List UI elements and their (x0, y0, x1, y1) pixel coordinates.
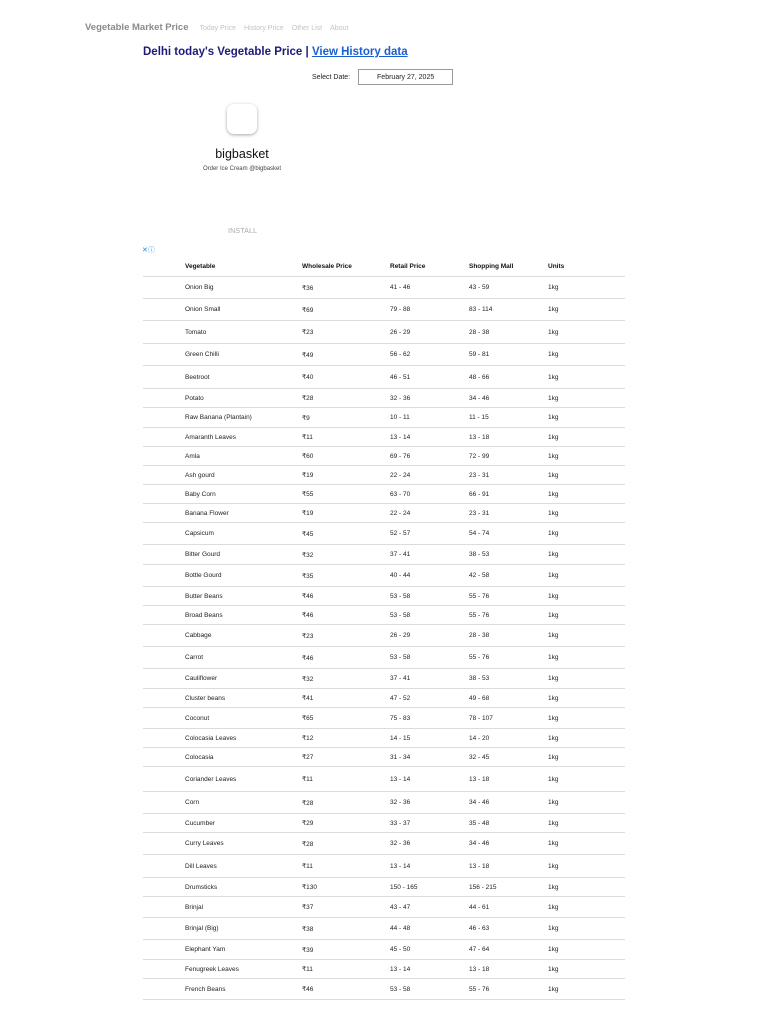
cell-units: 1kg (548, 504, 625, 523)
row-spacer (143, 545, 185, 565)
cell-units: 1kg (548, 918, 625, 940)
cell-units: 1kg (548, 689, 625, 708)
row-spacer (143, 748, 185, 767)
cell-vegetable: Baby Corn (185, 485, 302, 504)
table-row (143, 587, 625, 606)
column-header-retail: Retail Price (390, 256, 469, 277)
cell-units: 1kg (548, 748, 625, 767)
cell-mall: 38 - 53 (469, 669, 548, 689)
cell-retail: 150 - 165 (390, 878, 469, 897)
table-row (143, 979, 625, 1000)
cell-retail: 75 - 83 (390, 708, 469, 729)
table-row (143, 565, 625, 587)
cell-units: 1kg (548, 625, 625, 647)
row-spacer (143, 767, 185, 792)
cell-vegetable: Cabbage (185, 625, 302, 647)
cell-units: 1kg (548, 833, 625, 855)
cell-wholesale: ₹32 (302, 669, 390, 689)
row-spacer (143, 960, 185, 979)
cell-vegetable: Coconut (185, 708, 302, 729)
cell-units: 1kg (548, 814, 625, 833)
table-row (143, 447, 625, 466)
cell-wholesale: ₹27 (302, 748, 390, 767)
table-row (143, 277, 625, 299)
row-spacer (143, 485, 185, 504)
cell-vegetable: Bottle Gourd (185, 565, 302, 587)
table-row (143, 689, 625, 708)
cell-retail: 41 - 46 (390, 277, 469, 299)
cell-units: 1kg (548, 669, 625, 689)
cell-retail: 56 - 62 (390, 344, 469, 366)
row-spacer (143, 792, 185, 814)
cell-mall: 43 - 59 (469, 277, 548, 299)
cell-retail: 31 - 34 (390, 748, 469, 767)
row-spacer (143, 833, 185, 855)
table-row (143, 669, 625, 689)
cell-vegetable: Potato (185, 389, 302, 408)
cell-wholesale: ₹46 (302, 606, 390, 625)
cell-vegetable: French Beans (185, 979, 302, 1000)
ad-app-name: bigbasket (215, 147, 269, 161)
cell-vegetable: Cauliflower (185, 669, 302, 689)
cell-retail: 37 - 41 (390, 545, 469, 565)
cell-wholesale: ₹55 (302, 485, 390, 504)
cell-units: 1kg (548, 878, 625, 897)
row-spacer (143, 321, 185, 344)
top-nav (85, 22, 356, 33)
cell-vegetable: Corn (185, 792, 302, 814)
cell-wholesale: ₹23 (302, 321, 390, 344)
cell-mall: 13 - 18 (469, 855, 548, 878)
nav-other-list[interactable]: Other List (291, 25, 323, 32)
page-title-text: Delhi today's Vegetable Price (143, 46, 303, 58)
cell-retail: 53 - 58 (390, 606, 469, 625)
cell-retail: 45 - 50 (390, 940, 469, 960)
cell-units: 1kg (548, 647, 625, 669)
header-spacer (143, 256, 185, 277)
cell-vegetable: Tomato (185, 321, 302, 344)
row-spacer (143, 408, 185, 428)
cell-vegetable: Broad Beans (185, 606, 302, 625)
cell-vegetable: Onion Big (185, 277, 302, 299)
cell-retail: 32 - 36 (390, 792, 469, 814)
cell-retail: 33 - 37 (390, 814, 469, 833)
site-brand[interactable]: Vegetable Market Price (85, 22, 189, 33)
row-spacer (143, 689, 185, 708)
cell-vegetable: Brinjal (Big) (185, 918, 302, 940)
cell-wholesale: ₹12 (302, 729, 390, 748)
cell-vegetable: Amla (185, 447, 302, 466)
cell-wholesale: ₹11 (302, 960, 390, 979)
cell-wholesale: ₹38 (302, 918, 390, 940)
cell-units: 1kg (548, 855, 625, 878)
cell-wholesale: ₹36 (302, 277, 390, 299)
cell-wholesale: ₹28 (302, 833, 390, 855)
cell-mall: 78 - 107 (469, 708, 548, 729)
table-row (143, 767, 625, 792)
column-header-units: Units (548, 256, 625, 277)
table-row (143, 485, 625, 504)
cell-wholesale: ₹28 (302, 389, 390, 408)
cell-mall: 34 - 46 (469, 792, 548, 814)
cell-vegetable: Curry Leaves (185, 833, 302, 855)
cell-mall: 32 - 45 (469, 748, 548, 767)
column-header-wholesale: Wholesale Price (302, 256, 390, 277)
cell-vegetable: Dill Leaves (185, 855, 302, 878)
price-table (143, 256, 625, 1000)
column-header-mall: Shopping Mall (469, 256, 548, 277)
cell-mall: 47 - 64 (469, 940, 548, 960)
row-spacer (143, 447, 185, 466)
table-row (143, 428, 625, 447)
cell-retail: 32 - 36 (390, 389, 469, 408)
cell-retail: 37 - 41 (390, 669, 469, 689)
table-row (143, 792, 625, 814)
table-row (143, 918, 625, 940)
cell-units: 1kg (548, 708, 625, 729)
cell-units: 1kg (548, 940, 625, 960)
cell-wholesale: ₹11 (302, 767, 390, 792)
cell-mall: 13 - 18 (469, 767, 548, 792)
cell-units: 1kg (548, 428, 625, 447)
cell-vegetable: Cucumber (185, 814, 302, 833)
cell-vegetable: Butter Beans (185, 587, 302, 606)
cell-units: 1kg (548, 729, 625, 748)
row-spacer (143, 940, 185, 960)
cell-retail: 26 - 29 (390, 625, 469, 647)
row-spacer (143, 299, 185, 321)
row-spacer (143, 466, 185, 485)
cell-wholesale: ₹29 (302, 814, 390, 833)
cell-wholesale: ₹65 (302, 708, 390, 729)
cell-wholesale: ₹11 (302, 428, 390, 447)
row-spacer (143, 729, 185, 748)
cell-wholesale: ₹28 (302, 792, 390, 814)
table-row (143, 389, 625, 408)
cell-units: 1kg (548, 366, 625, 389)
cell-mall: 14 - 20 (469, 729, 548, 748)
cell-mall: 49 - 68 (469, 689, 548, 708)
table-row (143, 878, 625, 897)
cell-vegetable: Onion Small (185, 299, 302, 321)
view-history-link[interactable]: View History data (311, 46, 408, 58)
cell-units: 1kg (548, 321, 625, 344)
cell-units: 1kg (548, 767, 625, 792)
cell-retail: 53 - 58 (390, 979, 469, 1000)
cell-vegetable: Carrot (185, 647, 302, 669)
cell-mall: 55 - 76 (469, 647, 548, 669)
table-row (143, 855, 625, 878)
cell-retail: 63 - 70 (390, 485, 469, 504)
cell-units: 1kg (548, 587, 625, 606)
ad-install-button[interactable]: INSTALL (228, 228, 258, 235)
cell-wholesale: ₹46 (302, 979, 390, 1000)
row-spacer (143, 979, 185, 1000)
date-input[interactable]: February 27, 2025 (358, 69, 453, 85)
row-spacer (143, 366, 185, 389)
cell-retail: 22 - 24 (390, 504, 469, 523)
cell-wholesale: ₹69 (302, 299, 390, 321)
cell-units: 1kg (548, 277, 625, 299)
cell-units: 1kg (548, 792, 625, 814)
cell-vegetable: Green Chilli (185, 344, 302, 366)
cell-vegetable: Drumsticks (185, 878, 302, 897)
ad-banner[interactable] (188, 104, 296, 172)
cell-units: 1kg (548, 466, 625, 485)
ad-choices-icon[interactable]: ✕ⓘ (142, 247, 155, 254)
cell-units: 1kg (548, 485, 625, 504)
cell-retail: 10 - 11 (390, 408, 469, 428)
cell-vegetable: Colocasia (185, 748, 302, 767)
cell-retail: 13 - 14 (390, 767, 469, 792)
cell-wholesale: ₹19 (302, 504, 390, 523)
cell-mall: 59 - 81 (469, 344, 548, 366)
cell-wholesale: ₹32 (302, 545, 390, 565)
row-spacer (143, 389, 185, 408)
table-row (143, 960, 625, 979)
cell-vegetable: Coriander Leaves (185, 767, 302, 792)
cell-units: 1kg (548, 344, 625, 366)
table-row (143, 833, 625, 855)
cell-mall: 34 - 46 (469, 833, 548, 855)
cell-vegetable: Bitter Gourd (185, 545, 302, 565)
cell-wholesale: ₹130 (302, 878, 390, 897)
cell-mall: 13 - 18 (469, 960, 548, 979)
table-row (143, 606, 625, 625)
table-row (143, 940, 625, 960)
cell-wholesale: ₹39 (302, 940, 390, 960)
nav-history-price[interactable]: History Price (244, 25, 284, 32)
cell-units: 1kg (548, 979, 625, 1000)
cell-retail: 13 - 14 (390, 855, 469, 878)
table-row (143, 814, 625, 833)
price-table-body (143, 277, 625, 1000)
cell-mall: 23 - 31 (469, 466, 548, 485)
cell-units: 1kg (548, 606, 625, 625)
table-row (143, 708, 625, 729)
nav-today-price[interactable]: Today Price (199, 25, 237, 32)
cell-retail: 13 - 14 (390, 960, 469, 979)
table-row (143, 625, 625, 647)
cell-mall: 54 - 74 (469, 523, 548, 545)
row-spacer (143, 918, 185, 940)
cell-vegetable: Capsicum (185, 523, 302, 545)
row-spacer (143, 878, 185, 897)
cell-retail: 52 - 57 (390, 523, 469, 545)
cell-wholesale: ₹40 (302, 366, 390, 389)
cell-wholesale: ₹19 (302, 466, 390, 485)
cell-vegetable: Fenugreek Leaves (185, 960, 302, 979)
table-row (143, 748, 625, 767)
row-spacer (143, 855, 185, 878)
table-row (143, 729, 625, 748)
row-spacer (143, 647, 185, 669)
cell-mall: 46 - 63 (469, 918, 548, 940)
cell-mall: 55 - 76 (469, 606, 548, 625)
cell-wholesale: ₹11 (302, 855, 390, 878)
row-spacer (143, 897, 185, 918)
table-row (143, 366, 625, 389)
cell-units: 1kg (548, 299, 625, 321)
table-row (143, 504, 625, 523)
cell-mall: 55 - 76 (469, 979, 548, 1000)
cell-units: 1kg (548, 897, 625, 918)
cell-mall: 28 - 38 (469, 625, 548, 647)
cell-wholesale: ₹46 (302, 647, 390, 669)
cell-retail: 14 - 15 (390, 729, 469, 748)
cell-wholesale: ₹46 (302, 587, 390, 606)
cell-retail: 46 - 51 (390, 366, 469, 389)
cell-mall: 156 - 215 (469, 878, 548, 897)
table-row (143, 408, 625, 428)
row-spacer (143, 277, 185, 299)
column-header-vegetable: Vegetable (185, 256, 302, 277)
cell-retail: 69 - 76 (390, 447, 469, 466)
date-selector (312, 69, 453, 85)
cell-units: 1kg (548, 960, 625, 979)
row-spacer (143, 625, 185, 647)
cell-units: 1kg (548, 523, 625, 545)
table-row (143, 321, 625, 344)
cell-mall: 72 - 99 (469, 447, 548, 466)
row-spacer (143, 428, 185, 447)
cell-vegetable: Ash gourd (185, 466, 302, 485)
row-spacer (143, 523, 185, 545)
cell-units: 1kg (548, 545, 625, 565)
page-title (143, 46, 408, 58)
cell-vegetable: Banana Flower (185, 504, 302, 523)
cell-wholesale: ₹45 (302, 523, 390, 545)
cell-mall: 38 - 53 (469, 545, 548, 565)
table-row (143, 897, 625, 918)
cell-wholesale: ₹9 (302, 408, 390, 428)
cell-wholesale: ₹41 (302, 689, 390, 708)
title-separator: | (302, 46, 312, 58)
cell-vegetable: Amaranth Leaves (185, 428, 302, 447)
row-spacer (143, 587, 185, 606)
row-spacer (143, 814, 185, 833)
table-row (143, 523, 625, 545)
select-date-label: Select Date: (312, 73, 351, 81)
cell-wholesale: ₹35 (302, 565, 390, 587)
cell-units: 1kg (548, 389, 625, 408)
cell-mall: 48 - 66 (469, 366, 548, 389)
cell-retail: 32 - 36 (390, 833, 469, 855)
cell-retail: 22 - 24 (390, 466, 469, 485)
cell-mall: 55 - 76 (469, 587, 548, 606)
cell-units: 1kg (548, 408, 625, 428)
table-header-row (143, 256, 625, 277)
cell-mall: 23 - 31 (469, 504, 548, 523)
cell-units: 1kg (548, 447, 625, 466)
row-spacer (143, 344, 185, 366)
cell-retail: 26 - 29 (390, 321, 469, 344)
cell-mall: 44 - 61 (469, 897, 548, 918)
table-row (143, 344, 625, 366)
ad-tagline: Order Ice Cream @bigbasket (202, 166, 282, 172)
cell-retail: 44 - 48 (390, 918, 469, 940)
cell-vegetable: Beetroot (185, 366, 302, 389)
cell-mall: 28 - 38 (469, 321, 548, 344)
table-row (143, 647, 625, 669)
cell-vegetable: Brinjal (185, 897, 302, 918)
cell-wholesale: ₹49 (302, 344, 390, 366)
cell-retail: 53 - 58 (390, 647, 469, 669)
cell-retail: 47 - 52 (390, 689, 469, 708)
cell-retail: 40 - 44 (390, 565, 469, 587)
cell-vegetable: Elephant Yam (185, 940, 302, 960)
cell-vegetable: Raw Banana (Plantain) (185, 408, 302, 428)
nav-about[interactable]: About (330, 25, 349, 32)
row-spacer (143, 708, 185, 729)
table-row (143, 466, 625, 485)
cell-units: 1kg (548, 565, 625, 587)
cell-mall: 66 - 91 (469, 485, 548, 504)
row-spacer (143, 606, 185, 625)
cell-vegetable: Colocasia Leaves (185, 729, 302, 748)
cell-vegetable: Cluster beans (185, 689, 302, 708)
table-row (143, 299, 625, 321)
cell-wholesale: ₹23 (302, 625, 390, 647)
row-spacer (143, 504, 185, 523)
cell-mall: 42 - 58 (469, 565, 548, 587)
cell-wholesale: ₹60 (302, 447, 390, 466)
cell-mall: 34 - 46 (469, 389, 548, 408)
ad-app-logo (227, 104, 257, 134)
cell-retail: 79 - 88 (390, 299, 469, 321)
cell-mall: 11 - 15 (469, 408, 548, 428)
cell-mall: 13 - 18 (469, 428, 548, 447)
row-spacer (143, 565, 185, 587)
cell-mall: 35 - 48 (469, 814, 548, 833)
cell-wholesale: ₹37 (302, 897, 390, 918)
cell-retail: 13 - 14 (390, 428, 469, 447)
cell-retail: 53 - 58 (390, 587, 469, 606)
table-row (143, 545, 625, 565)
cell-retail: 43 - 47 (390, 897, 469, 918)
row-spacer (143, 669, 185, 689)
cell-mall: 83 - 114 (469, 299, 548, 321)
